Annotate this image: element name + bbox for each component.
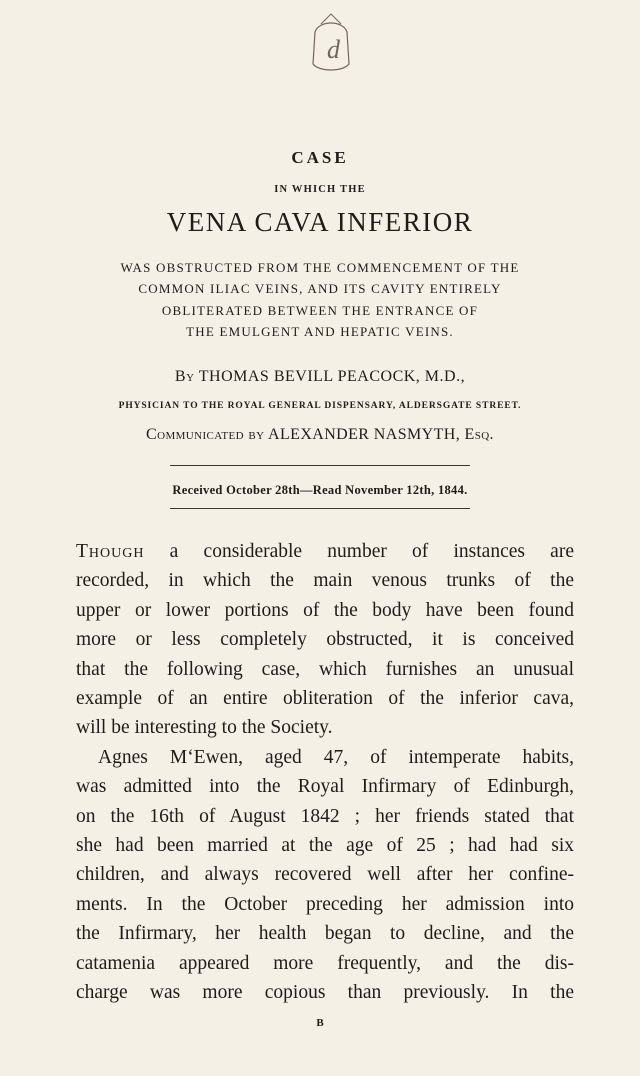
communicated-line (0, 426, 640, 444)
body-line: on the 16th of August 1842 ; her friends stated that (76, 805, 574, 827)
body-line: more or less completely obstructed, it is conceived (76, 629, 574, 651)
body-line: recorded, in which the main venous trunks of the (76, 570, 574, 592)
case-heading: CASE (291, 148, 349, 167)
library-stamp-d-icon (303, 12, 359, 78)
body-line (76, 537, 574, 566)
author-line (0, 368, 640, 386)
body-line: children, and always recovered well after her confine- (76, 864, 574, 886)
communicated-name: ALEXANDER NASMYTH, (268, 426, 461, 443)
body-text (76, 537, 574, 1008)
subtitle-line: WAS OBSTRUCTED FROM THE COMMENCEMENT OF THE (120, 260, 520, 275)
body-line: Agnes M‘Ewen, aged 47, of intemperate habits, (98, 746, 574, 768)
signature-mark: B (316, 1017, 324, 1029)
body-line: the Infirmary, her health began to decline, and the (76, 923, 574, 945)
communicated-suffix: Esq. (464, 426, 494, 443)
communicated-prefix: Communicated by (146, 426, 265, 443)
physician-line: PHYSICIAN TO THE ROYAL GENERAL DISPENSARY, ALDERSGATE STREET. (118, 401, 522, 411)
lead-word: Though (76, 541, 145, 562)
top-rule (170, 465, 470, 466)
main-title: VENA CAVA INFERIOR (166, 207, 474, 237)
author-name: THOMAS BEVILL PEACOCK, M.D., (198, 368, 466, 385)
body-line: upper or lower portions of the body have been found (76, 599, 574, 621)
bottom-rule (170, 508, 470, 509)
subtitle-line: THE EMULGENT AND HEPATIC VEINS. (186, 323, 454, 339)
body-line: charge was more copious than previously. In the (76, 982, 574, 1004)
body-line: was admitted into the Royal Infirmary of Edinburgh, (76, 776, 574, 798)
subtitle-line: COMMON ILIAC VEINS, AND ITS CAVITY ENTIRELY (138, 281, 502, 297)
body-line: she had been married at the age of 25 ; had had six (76, 835, 574, 857)
body-line: catamenia appeared more frequently, and the dis- (76, 952, 574, 974)
subtitle-block (0, 257, 640, 342)
body-line: example of an entire obliteration of the inferior cava, (76, 688, 574, 710)
received-line: Received October 28th—Read November 12th, 1844. (172, 483, 468, 497)
body-line: ments. In the October preceding her admission into (76, 893, 574, 915)
author-prefix: By (174, 368, 195, 385)
subtitle-line: OBLITERATED BETWEEN THE ENTRANCE OF (161, 302, 479, 318)
body-line-text: a considerable number of instances are (144, 541, 574, 562)
body-line: will be interesting to the Society. (76, 717, 333, 739)
body-line: that the following case, which furnishes an unusual (76, 658, 574, 680)
in-which-heading: IN WHICH THE (274, 184, 366, 195)
stamp-letter: d (327, 35, 340, 64)
